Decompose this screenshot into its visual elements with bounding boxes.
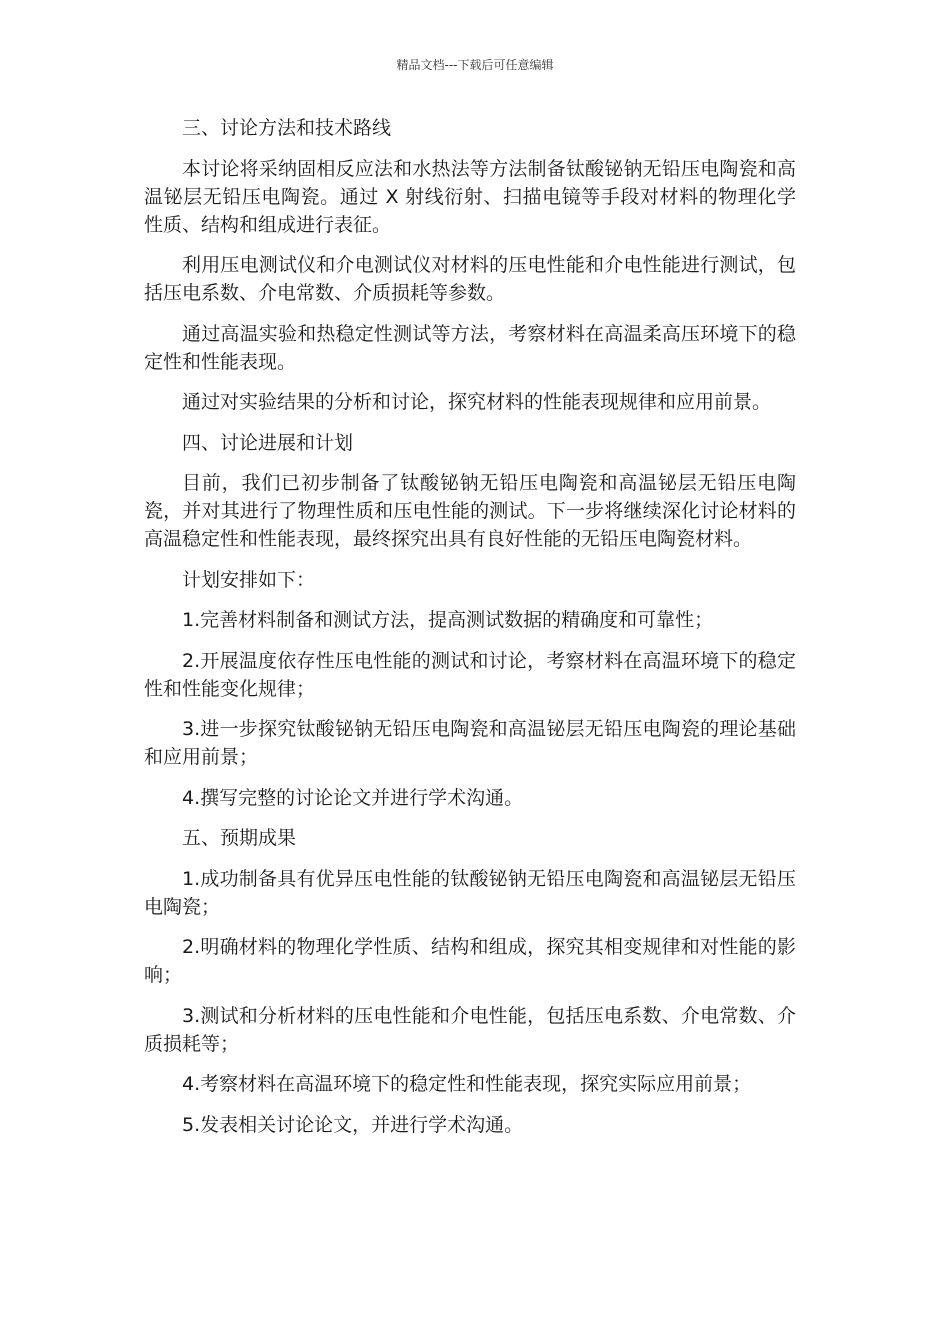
paragraph: 通过高温实验和热稳定性测试等方法，考察材料在高温柔高压环境下的稳定性和性能表现。 — [144, 322, 796, 373]
outcome-item: 1.成功制备具有优异压电性能的钛酸铋钠无铅压电陶瓷和高温铋层无铅压电陶瓷； — [144, 867, 796, 918]
page-header: 精品文档---下载后可任意编辑 — [396, 58, 554, 72]
plan-intro: 计划安排如下： — [182, 568, 316, 591]
paragraph: 利用压电测试仪和介电测试仪对材料的压电性能和介电性能进行测试，包括压电系数、介电常数、介质损耗等参数。 — [144, 254, 796, 304]
section-heading-methods: 三、讨论方法和技术路线 — [182, 117, 392, 139]
outcome-item: 3.测试和分析材料的压电性能和介电性能，包括压电系数、介电常数、介质损耗等； — [144, 1004, 796, 1055]
outcome-item: 2.明确材料的物理化学性质、结构和组成，探究其相变规律和对性能的影响； — [144, 936, 796, 986]
plan-item: 3.进一步探究钛酸铋钠无铅压电陶瓷和高温铋层无铅压电陶瓷的理论基础和应用前景； — [144, 718, 796, 768]
paragraph: 本讨论将采纳固相反应法和水热法等方法制备钛酸铋钠无铅压电陶瓷和高温铋层无铅压电陶瓷。通过 X 射线衍射、扫描电镜等手段对材料的物理化学性质、结构和组成进行表征。 — [144, 157, 796, 236]
paragraph: 目前，我们已初步制备了钛酸铋钠无铅压电陶瓷和高温铋层无铅压电陶瓷，并对其进行了物理性质和压电性能的测试。下一步将继续深化讨论材料的高温稳定性和性能表现，最终探究出具有良好性能的无铅压电陶瓷材料。 — [144, 472, 796, 550]
document-body — [144, 114, 796, 1151]
plan-item: 4.撰写完整的讨论论文并进行学术沟通。 — [182, 786, 524, 809]
plan-item: 1.完善材料制备和测试方法，提高测试数据的精确度和可靠性； — [182, 609, 714, 631]
section-heading-outcomes: 五、预期成果 — [182, 827, 297, 849]
paragraph: 通过对实验结果的分析和讨论，探究材料的性能表现规律和应用前景。 — [182, 391, 772, 413]
outcome-item: 5.发表相关讨论论文，并进行学术沟通。 — [182, 1113, 524, 1136]
plan-item: 2.开展温度依存性压电性能的测试和讨论，考察材料在高温环境下的稳定性和性能变化规律； — [144, 649, 796, 700]
outcome-item: 4.考察材料在高温环境下的稳定性和性能表现，探究实际应用前景； — [182, 1073, 752, 1095]
section-heading-progress: 四、讨论进展和计划 — [182, 431, 354, 454]
